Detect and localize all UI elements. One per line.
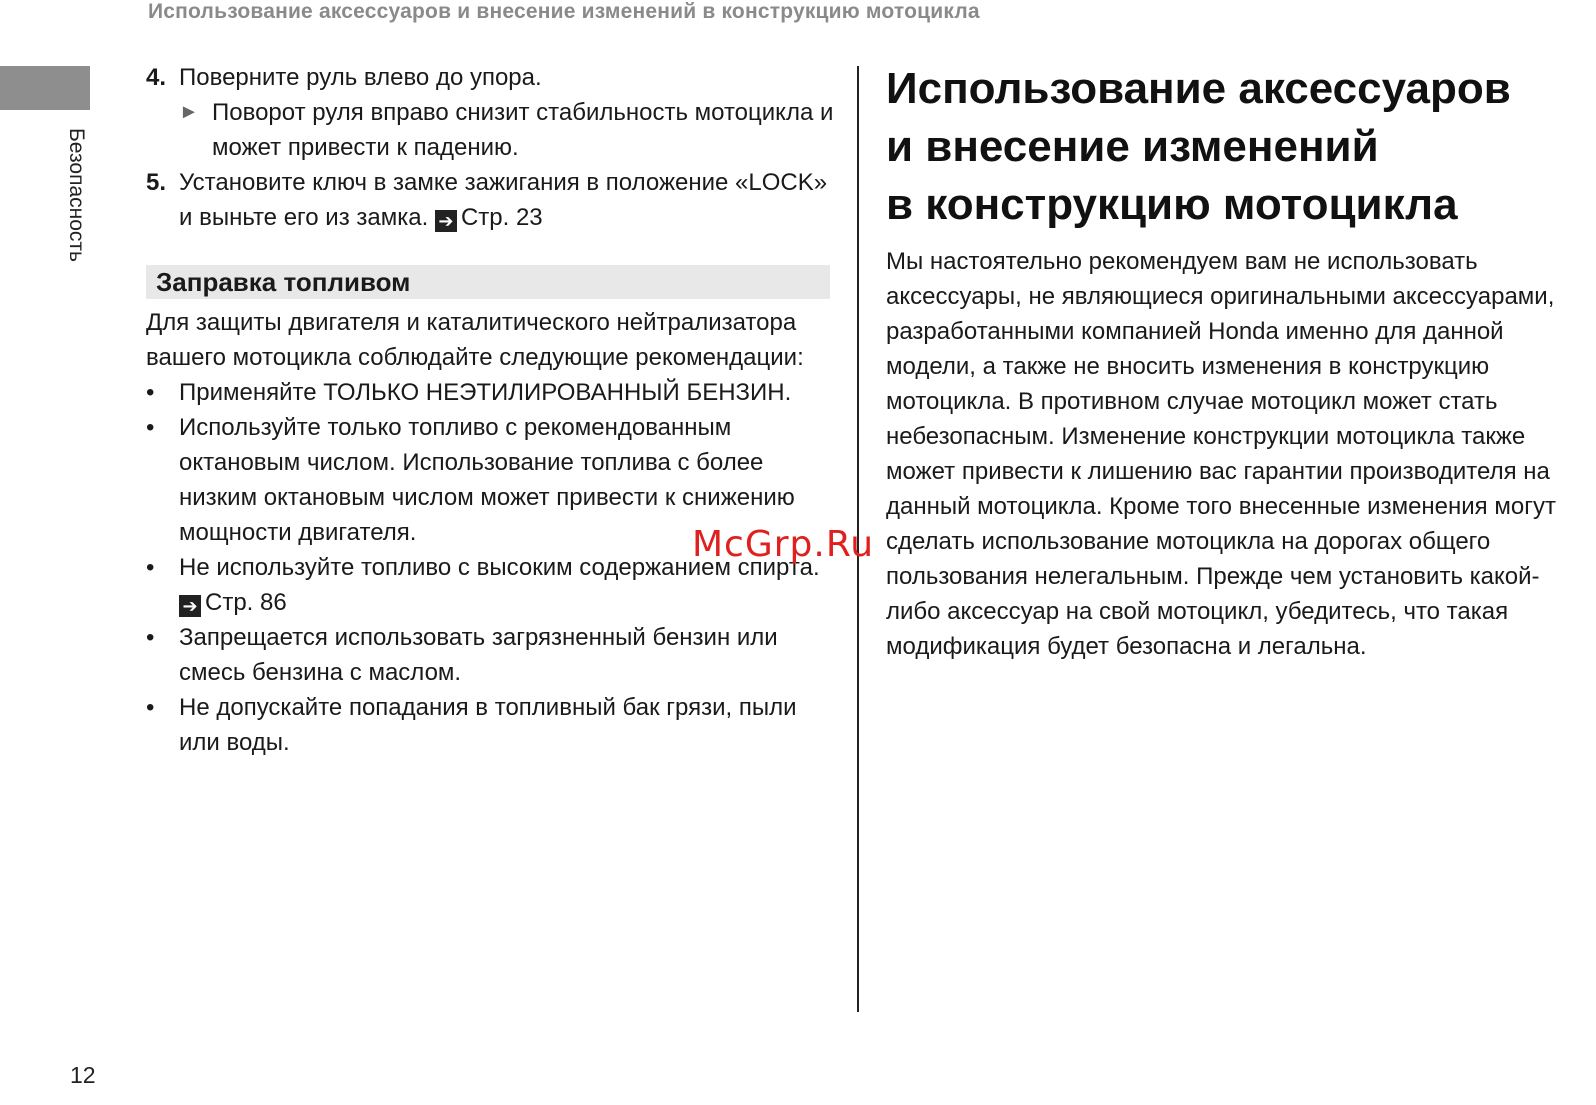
step-note — [146, 95, 836, 165]
step-text — [179, 165, 836, 235]
step-text-body: Установите ключ в замке зажигания в положение «LOCK» и выньте его из замка. — [179, 169, 828, 231]
step-4 — [146, 60, 836, 95]
list-item — [146, 620, 836, 690]
section-title-fueling: Заправка топливом — [146, 265, 830, 299]
left-column — [146, 60, 836, 760]
bullet-icon: • — [146, 624, 155, 651]
step-number: 5. — [146, 169, 167, 196]
list-item-text: Применяйте ТОЛЬКО НЕЭТИЛИРОВАННЫЙ БЕНЗИН. — [179, 379, 792, 406]
step-text: Поверните руль влево до упора. — [179, 64, 542, 91]
page-reference[interactable]: Стр. 86 — [205, 589, 287, 616]
bullet-icon: • — [146, 694, 155, 721]
list-item-text: Запрещается использовать загрязненный бензин или смесь бензина с маслом. — [179, 624, 778, 686]
page-reference[interactable]: Стр. 23 — [460, 204, 543, 231]
section-side-label: Безопасность — [65, 128, 88, 262]
heading-line: Использование аксессуаров — [886, 64, 1511, 113]
list-item-text: Не допускайте попадания в топливный бак грязи, пыли или воды. — [179, 694, 797, 756]
site-watermark: McGrp.Ru — [692, 524, 875, 565]
running-header: Использование аксессуаров и внесение изменений в конструкцию мотоцикла — [148, 0, 980, 23]
list-item-text: Используйте только топливо с рекомендованным октановым числом. Использование топлива с более низким октановым числом может привести к снижению мощности двигателя. — [179, 414, 795, 546]
heading-line: в конструкцию мотоцикла — [886, 180, 1458, 229]
triangle-arrow-icon: ► — [179, 101, 199, 123]
page-reference-icon: ➔ — [179, 595, 201, 617]
bullet-icon: • — [146, 554, 155, 581]
list-item — [146, 690, 836, 760]
heading-line: и внесение изменений — [886, 122, 1379, 171]
bullet-icon: • — [146, 414, 155, 441]
step-5 — [146, 165, 836, 235]
page-number: 12 — [70, 1062, 96, 1088]
list-item — [146, 375, 836, 410]
section-heading-accessories — [886, 60, 1576, 234]
section-tab-marker — [0, 66, 90, 110]
section-intro: Для защиты двигателя и каталитического нейтрализатора вашего мотоцикла соблюдайте следующие рекомендации: — [146, 309, 804, 371]
accessories-paragraph: Мы настоятельно рекомендуем вам не использовать аксессуары, не являющиеся оригинальными аксессуарами, разработанными компанией Honda именно для данной модели, а также не вносить изменения в конструкцию мотоцикла. В противном случае мотоцикл может стать небезопасным. Изменение конструкции мотоцикла также может привести к лишению вас гарантии производителя на данный мотоцикла. Кроме того внесенные изменения могут сделать использование мотоцикла на дорогах общего пользования нелегальным. Прежде чем установить какой-либо аксессуар на свой мотоцикл, убедитесь, что такая модификация будет безопасна и легальна. — [886, 248, 1556, 660]
note-text: Поворот руля вправо снизит стабильность мотоцикла и может привести к падению. — [212, 99, 834, 161]
bullet-icon: • — [146, 379, 155, 406]
right-column — [886, 60, 1576, 664]
page-reference-icon: ➔ — [435, 210, 457, 232]
step-number: 4. — [146, 64, 167, 91]
fuel-rules-list — [146, 375, 836, 760]
list-item-body: Не используйте топливо с высоким содержанием спирта. — [179, 554, 820, 581]
